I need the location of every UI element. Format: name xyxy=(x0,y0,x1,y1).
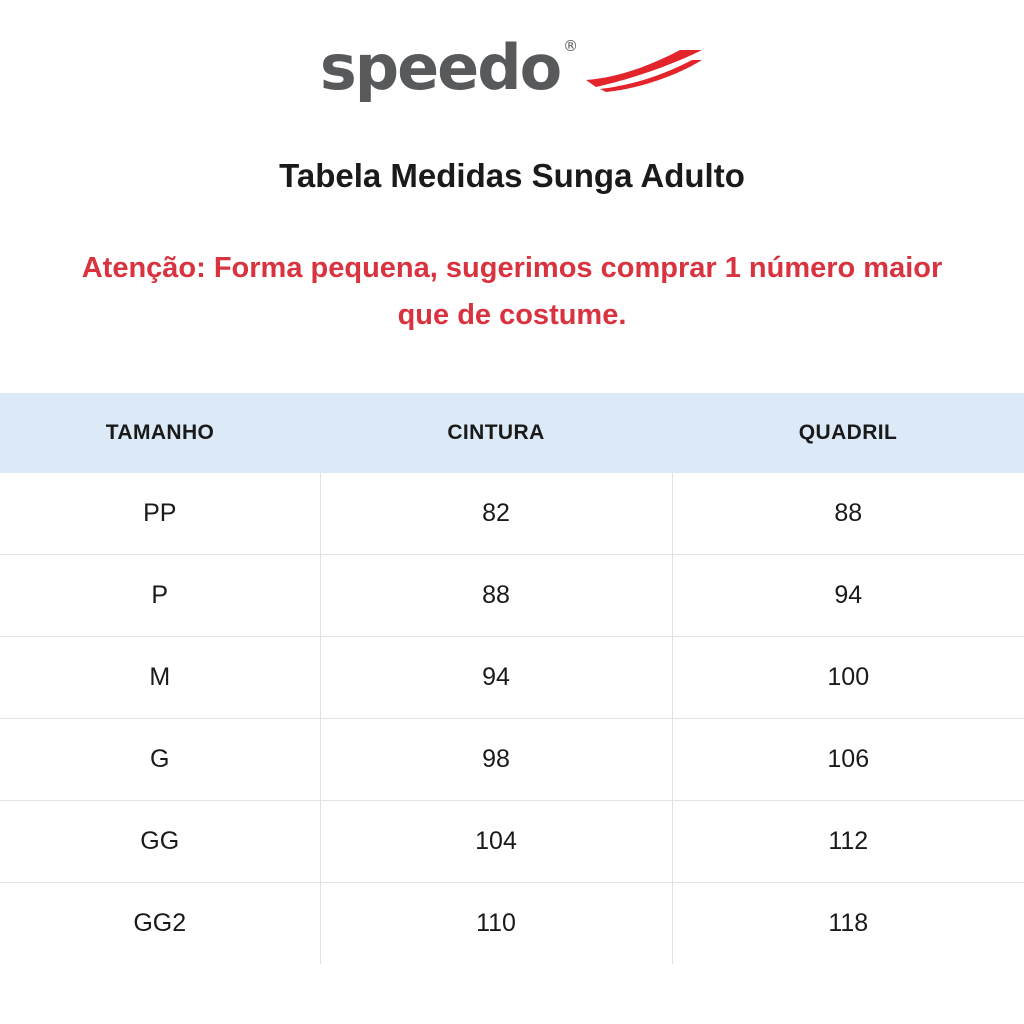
table-row xyxy=(0,636,1024,718)
column-header-cintura: CINTURA xyxy=(320,393,672,473)
table-row xyxy=(0,554,1024,636)
cell-size: P xyxy=(0,554,320,636)
size-table-container xyxy=(0,393,1024,1024)
cell-hip: 112 xyxy=(672,800,1024,882)
size-table xyxy=(0,393,1024,964)
cell-hip: 88 xyxy=(672,473,1024,555)
warning-note: Atenção: Forma pequena, sugerimos comprar 1 número maior que de costume. xyxy=(81,252,943,331)
cell-waist: 94 xyxy=(320,636,672,718)
brand-wordmark xyxy=(319,30,577,104)
cell-hip: 118 xyxy=(828,908,869,937)
table-row xyxy=(0,718,1024,800)
cell-hip: 106 xyxy=(672,718,1024,800)
cell-waist: 104 xyxy=(320,800,672,882)
brand-logo xyxy=(0,0,1024,135)
cell-size: PP xyxy=(0,473,320,555)
registered-mark-icon: ® xyxy=(563,36,577,55)
cell-hip: 100 xyxy=(672,636,1024,718)
cell-waist: 110 xyxy=(320,882,672,964)
cell-waist: 88 xyxy=(320,554,672,636)
table-row xyxy=(0,473,1024,555)
table-row xyxy=(0,800,1024,882)
cell-size: M xyxy=(0,636,320,718)
column-header-tamanho: TAMANHO xyxy=(0,393,320,473)
table-header-row xyxy=(0,393,1024,473)
brand-name: speedo xyxy=(319,30,561,104)
cell-size: G xyxy=(0,718,320,800)
cell-hip: 94 xyxy=(672,554,1024,636)
column-header-quadril: QUADRIL xyxy=(672,393,1024,473)
cell-waist: 82 xyxy=(320,473,672,555)
logo-wrap xyxy=(319,30,704,104)
speedo-swoosh-icon xyxy=(584,46,704,97)
cell-size: GG xyxy=(0,800,320,882)
cell-waist: 98 xyxy=(320,718,672,800)
page-title: Tabela Medidas Sunga Adulto xyxy=(279,157,745,194)
cell-size: GG2 xyxy=(0,882,320,964)
table-row xyxy=(0,882,1024,964)
